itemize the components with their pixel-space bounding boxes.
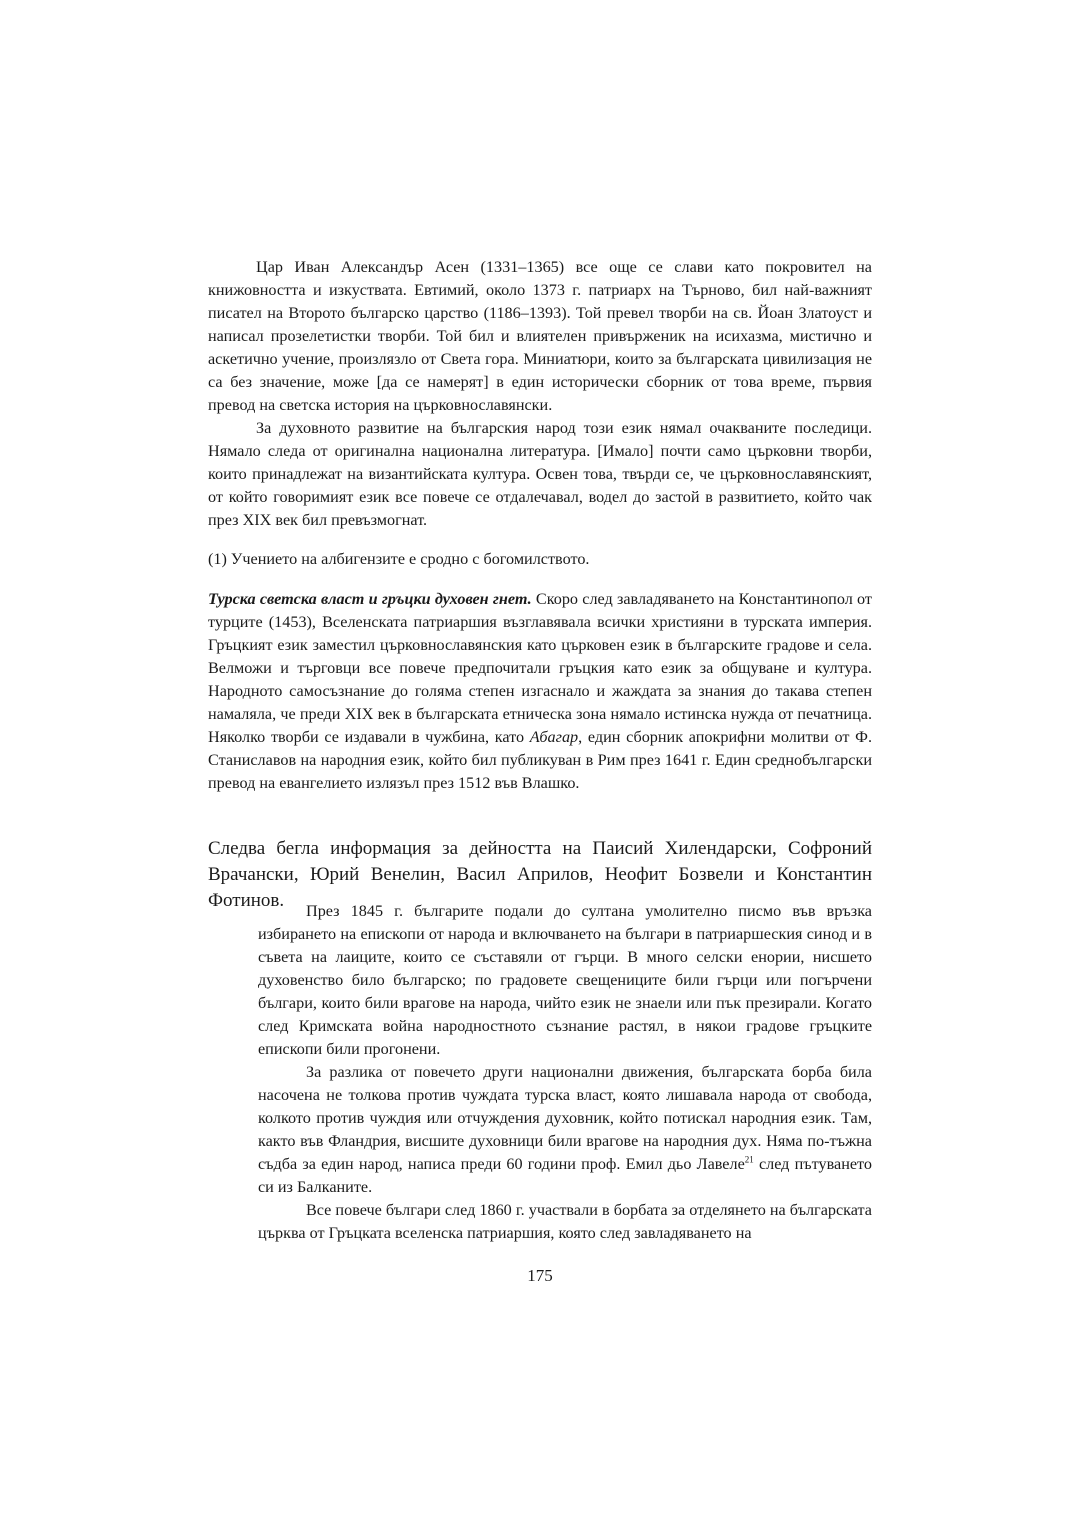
page-number: 175 xyxy=(527,1266,553,1285)
section-heading: Турска светска власт и гръцки духовен гнет. xyxy=(208,590,532,608)
quote-paragraph-struggle xyxy=(258,1061,872,1199)
book-title-abagar: Абагар xyxy=(529,728,579,746)
section-text-before: Скоро след завладяването на Константинопол от турците (1453), Вселенската патриаршия възглавявала всички християни в турската империя. Гръцкият език заместил църковнославянския като църковен език в българските градове и села. Велможи и търговци все повече предпочитали гръцкия като език за общуване и култура. Народното самосъзнание до голяма степен изгаснало и жаждата за знания до такава степен намаляла, че преди XIX век в българската етническа зона нямало истинска нужда от печатница. Няколко творби се издавали в чужбина, като xyxy=(208,590,872,746)
quote-paragraph-struggle-end: след пътуването си из Балканите. xyxy=(258,1155,873,1196)
paragraph-spiritual-development: За духовното развитие на българския народ този език нямал очакваните последици. Нямало следа от оригинална национална литература. [Имало] почти само църковни творби, които принадлежат на византийската култура. Освен това, твърди се, че църковнославянският, от който говоримият език все повече се отдалечавал, водел до застой в развитието, който чак през XIX век бил превъзмогнат. xyxy=(208,419,872,529)
section-text-after: , един сборник апокрифни молитви от Ф. Станиславов на народния език, който бил публикуван в Рим през 1641 г. Един среднобългарски превод на евангелието излязъл през 1512 във Влашко. xyxy=(208,728,872,792)
footnote: (1) Учението на албигензите е сродно с богомилството. xyxy=(208,550,590,568)
section-paragraph xyxy=(208,588,872,795)
quote-paragraph-1845: През 1845 г. българите подали до султана умолително писмо във връзка избирането на епископи от народа и включването на българи в патриаршеския синод и в съвета на лаиците, които се съставяли от гърци. В много селски енории, нисшето духовенство било българско; по градовете свещениците били гърци или погърчени българи, които били врагове на народа, чийто език не знаели или пък презирали. Когато след Кримската война народностното съзнание растял, в някои градове гръцките епископи били прогонени. xyxy=(258,902,872,1058)
paragraph-ivan-alexander: Цар Иван Александър Асен (1331–1365) все още се слави като покровител на книжовността и изкуствата. Евтимий, около 1373 г. патриарх на Търново, бил най-важният писател на Второто българско царство (1186–1393). Той превел творби на св. Йоан Златоуст и написал прозелетистки творби. Той бил и влиятелен привърженик на исихазма, мистично и аскетично учение, произлязло от Света гора. Миниатюри, които за българската цивилизация не са без значение, може [да се намерят] в един исторически сборник от това време, първия превод на светска история на църковнославянски. xyxy=(208,258,872,414)
footnote-ref-21: 21 xyxy=(744,1154,754,1165)
quote-paragraph-1860: Все повече българи след 1860 г. участвали в борбата за отделянето на българската църква от Гръцката вселенска патриаршия, която след завладяването на xyxy=(258,1201,872,1242)
section-turkish-rule xyxy=(208,588,872,795)
block-quote xyxy=(258,900,872,1245)
intro-text-block xyxy=(208,256,872,532)
quote-paragraph-struggle-text: За разлика от повечето други национални движения, българската борба била насочена не толкова против чуждата турска власт, която лишавала народа от свобода, колкото против чуждия или отчуждения духовник, който потискал народния език. Там, както във Фландрия, висшите духовници били врагове на народния дух. Няма по-тъжна съдба за един народ, написа преди 60 години проф. Емил дьо Лавеле xyxy=(258,1063,872,1173)
summary-note: Следва бегла информация за дейността на Паисий Хилендарски, Софроний Врачански, Юрий Венелин, Васил Априлов, Неофит Бозвели и Константин Фотинов. xyxy=(208,838,872,911)
